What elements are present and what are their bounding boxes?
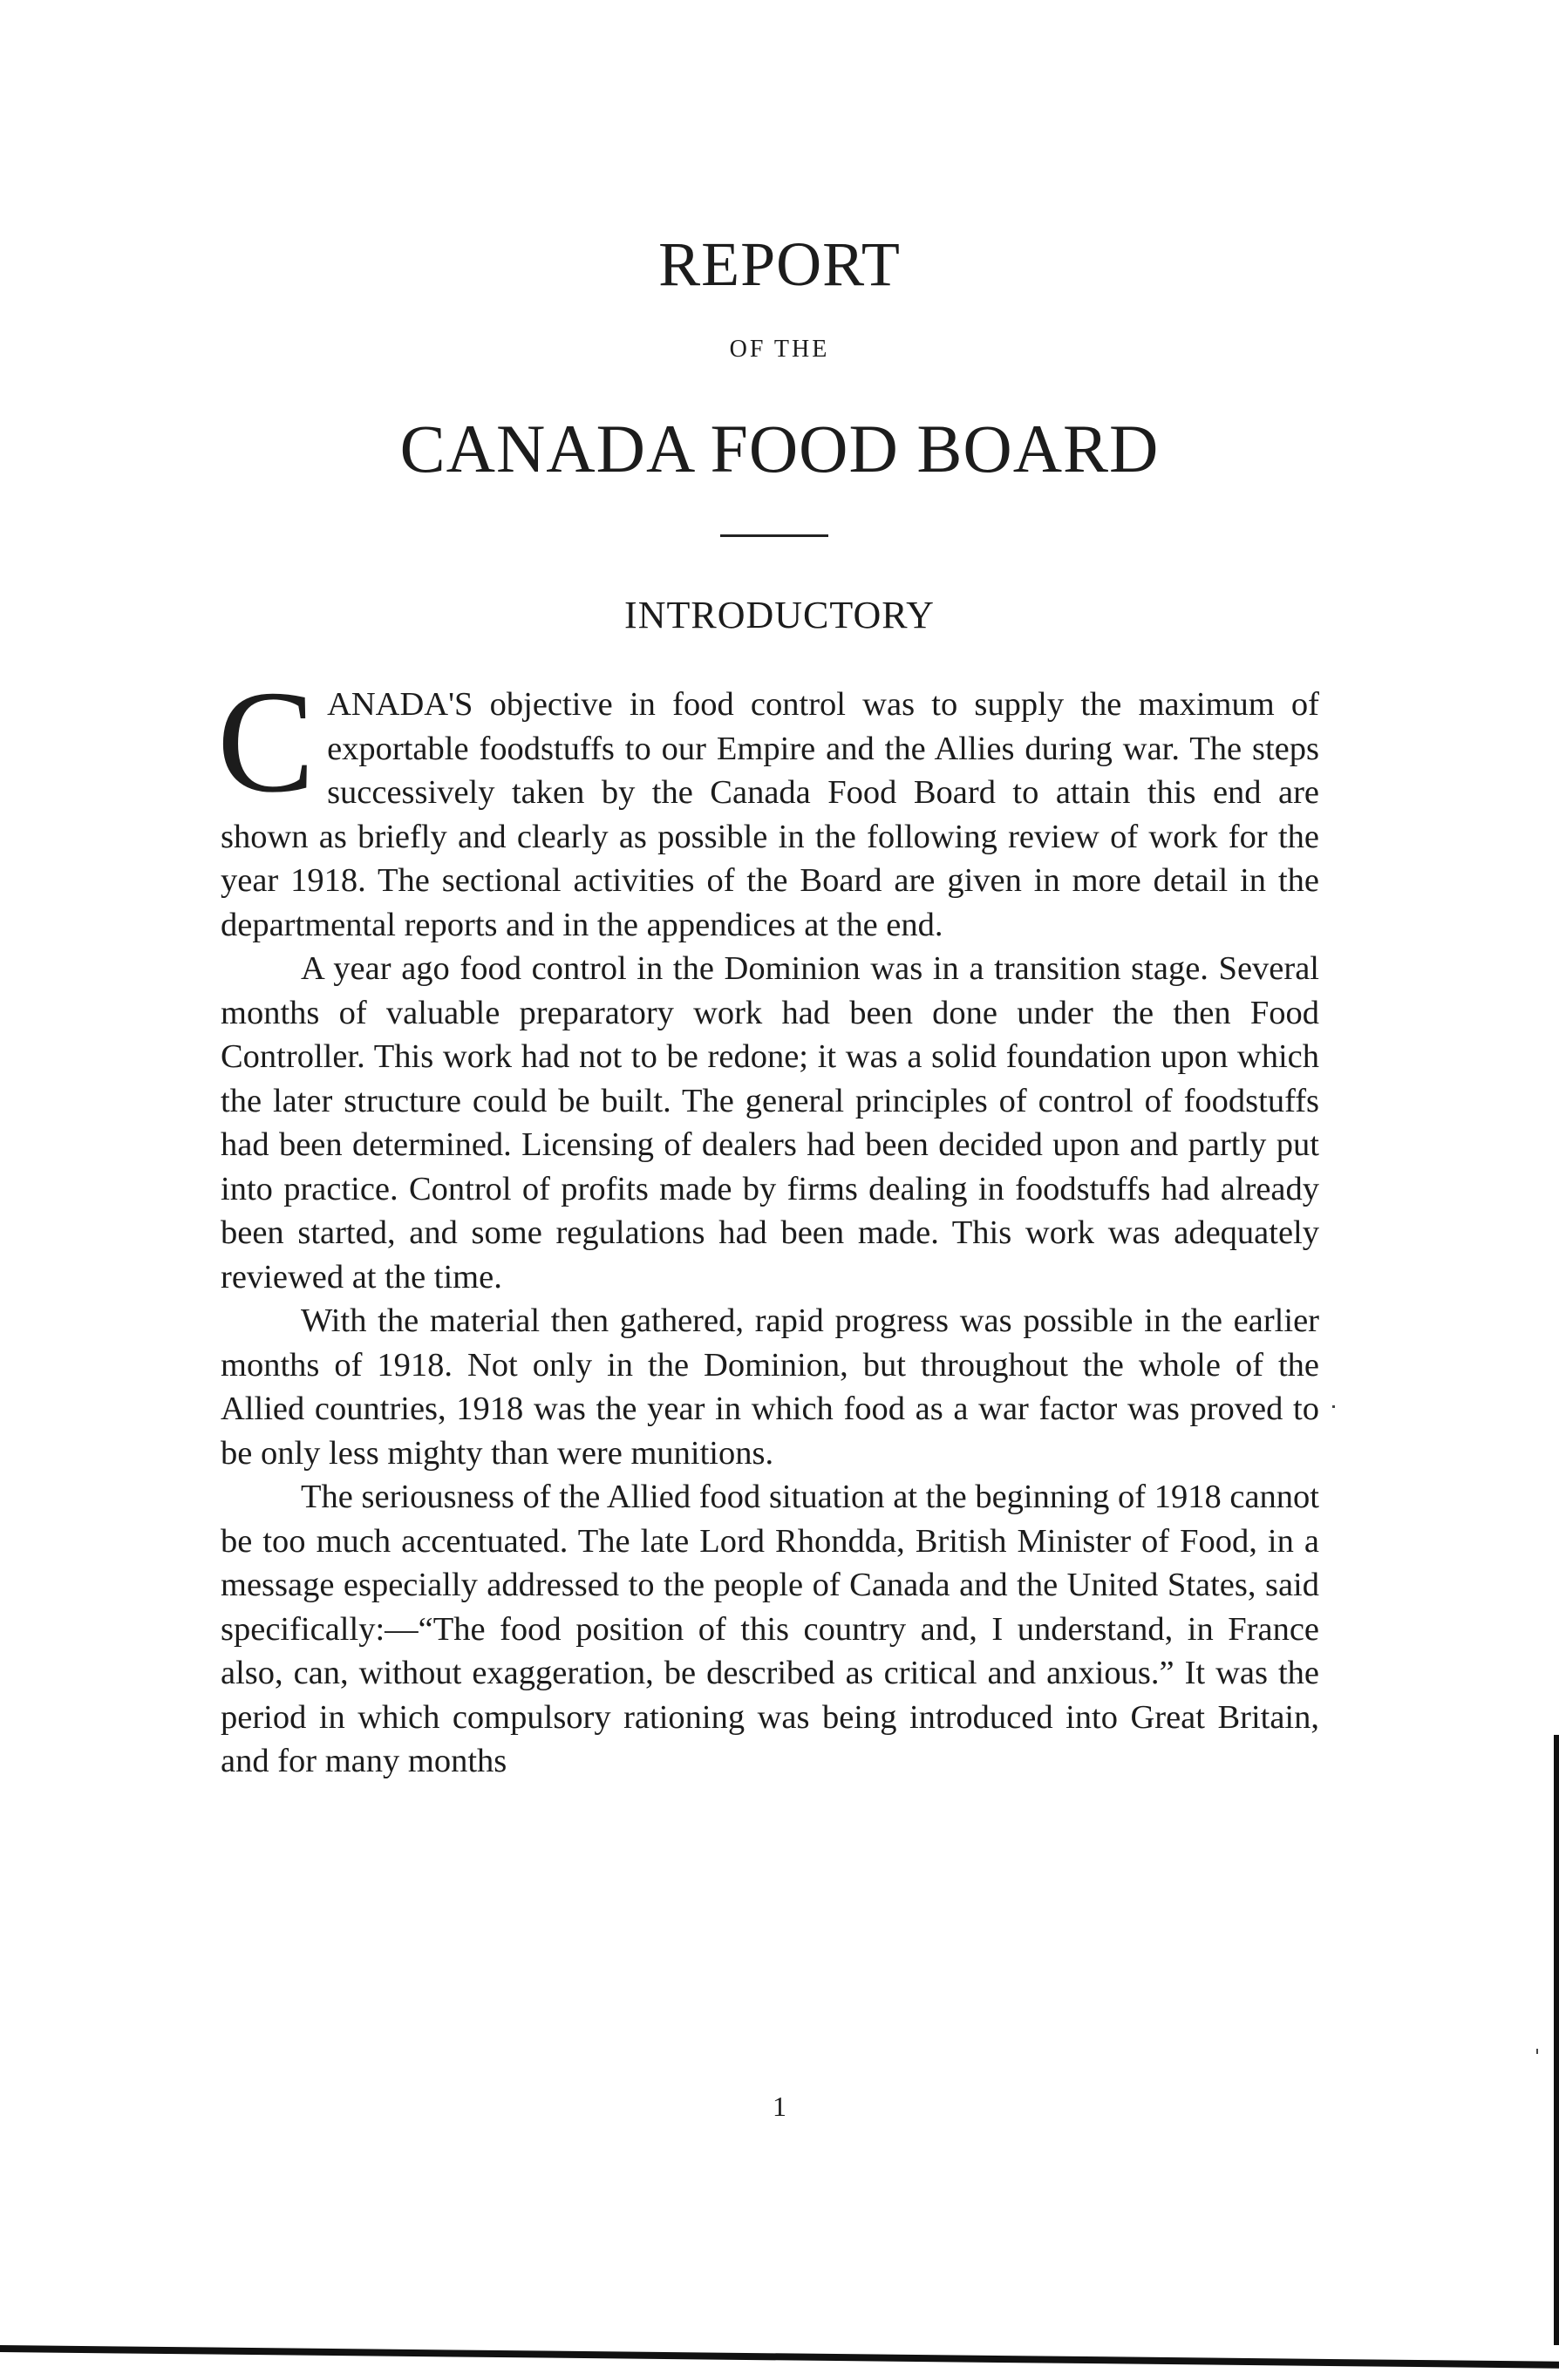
board-name-title: CANADA FOOD BOARD (399, 411, 1160, 486)
paragraph-1-text: ANADA'S objective in food control was to supply the maximum of exportable foodstuffs to our Empire and the Allies during war. The steps successively taken by the Canada Food Board to attain this end are shown as briefly and clearly as possible in the following review of work for the year 1918. The sectional activities of the Board are given in more detail in the departmental reports and in the appendices at the end. (221, 686, 1319, 943)
drop-cap: C (217, 661, 316, 823)
paragraph-4: The seriousness of the Allied food situation at the beginning of 1918 cannot be too much accentuated. The late Lord Rhondda, British Minister of Food, in a message especially addressed to the people of Canada and the United States, said specifically:—“The food position of this country and, I understand, in France also, can, without exaggeration, be described as critical and anxious.” It was the period in which compulsory rationing was being introduced into Great Britain, and for many months (221, 1479, 1319, 1779)
scan-right-edge (1554, 1735, 1559, 2345)
scan-bottom-edge (0, 2345, 1559, 2369)
report-title: REPORT (658, 229, 901, 299)
page-number: 1 (773, 2091, 786, 2122)
paragraph-1 (217, 661, 1319, 947)
paragraph-2: A year ago food control in the Dominion was in a transition stage. Several months of valuable preparatory work had been done under the then Food Controller. This work had not to be redone; it was a solid foundation upon which the later structure could be built. The general principles of control of foodstuffs had been determined. Licensing of dealers had been decided upon and partly put into practice. Control of profits made by firms dealing in foodstuffs had already been started, and some regulations had been made. This work was adequately reviewed at the time. (221, 950, 1319, 1295)
scan-speck (1536, 2049, 1538, 2054)
of-the-subtitle: OF THE (729, 336, 830, 363)
section-heading: INTRODUCTORY (624, 594, 935, 636)
title-rule-divider (720, 534, 828, 537)
paragraph-3: With the material then gathered, rapid progress was possible in the earlier months of 1918. Not only in the Dominion, but throughout the whole of the Allied countries, 1918 was the year in which food as a war factor was proved to be only less mighty than were munitions. (221, 1302, 1319, 1472)
body-text (217, 661, 1319, 1784)
scan-speck (1332, 1405, 1335, 1408)
